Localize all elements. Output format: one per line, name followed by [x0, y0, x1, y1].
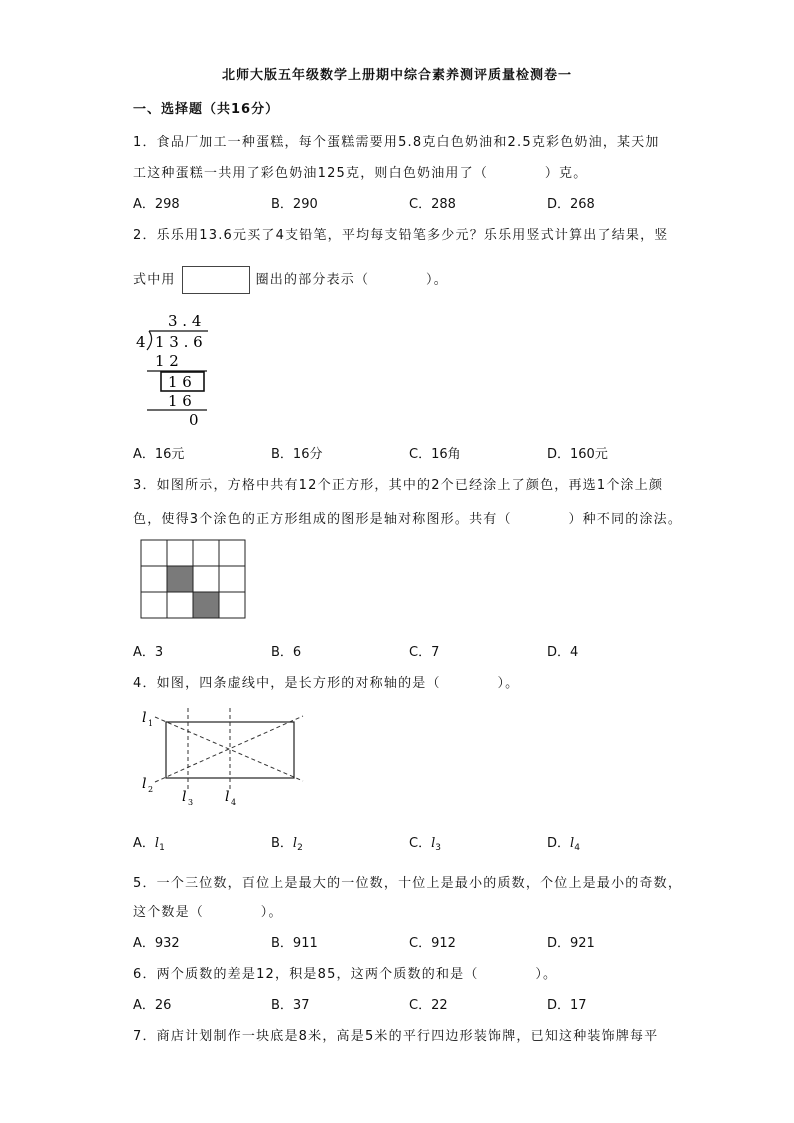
label-l1: l	[142, 710, 147, 726]
q4-option-a-prefix: A．	[133, 836, 155, 851]
q4-option-b-sub: 2	[297, 843, 303, 853]
label-l3-sub: 3	[188, 798, 194, 807]
q6-text-line1: 6．两个质数的差是12，积是85，这两个质数的和是（ ）。	[133, 967, 558, 982]
label-l2-sub: 2	[148, 785, 154, 794]
section-heading: 一、选择题（共16分）	[133, 102, 280, 117]
division-divisor: 4	[136, 333, 146, 351]
q2-option-c[interactable]: C．16角	[409, 447, 461, 462]
q4-option-a-letter: l	[154, 836, 160, 851]
q3-option-b[interactable]: B．6	[271, 645, 302, 660]
q3-option-a[interactable]: A．3	[133, 645, 164, 660]
q4-option-d-prefix: D．	[547, 836, 571, 851]
q4-text-line1: 4．如图，四条虚线中，是长方形的对称轴的是（ ）。	[133, 676, 520, 691]
q5-option-d[interactable]: D．921	[547, 936, 595, 951]
q5-option-a[interactable]: A．932	[133, 936, 180, 951]
q6-option-d[interactable]: D．17	[547, 998, 587, 1013]
q4-option-c-sub: 3	[435, 843, 441, 853]
q2-option-a[interactable]: A．16元	[133, 447, 185, 462]
q1-text-line2: 工这种蛋糕一共用了彩色奶油125克，则白色奶油用了（ ）克。	[133, 166, 588, 181]
long-division-figure	[133, 310, 223, 430]
grid-cell-filled[interactable]	[167, 566, 193, 592]
q5-option-c[interactable]: C．912	[409, 936, 456, 951]
q4-option-d[interactable]	[547, 832, 580, 853]
dashed-line-l1	[155, 717, 303, 781]
q1-option-a[interactable]: A．298	[133, 197, 180, 212]
page-title: 北师大版五年级数学上册期中综合素养测评质量检测卷一	[221, 68, 572, 83]
q6-option-c[interactable]: C．22	[409, 998, 448, 1013]
division-quotient: 3 . 4	[168, 312, 202, 330]
division-step1: 1 2	[155, 352, 179, 370]
q1-option-c[interactable]: C．288	[409, 197, 456, 212]
grid-cell[interactable]	[141, 592, 167, 618]
q2-option-d[interactable]: D．160元	[547, 447, 608, 462]
q5-text-line1: 5．一个三位数，百位上是最大的一位数，十位上是最小的质数，个位上是最小的奇数，	[133, 876, 683, 891]
grid-cell[interactable]	[193, 540, 219, 566]
q6-option-a[interactable]: A．26	[133, 998, 172, 1013]
q4-option-a-sub: 1	[159, 843, 165, 853]
q2-text-line2-a: 式中用	[133, 272, 176, 288]
division-step3: 1 6	[168, 392, 192, 410]
q3-text-line1: 3．如图所示，方格中共有12个正方形，其中的2个已经涂上了颜色，再选1个涂上颜	[133, 478, 664, 493]
circled-box-marker	[182, 266, 250, 294]
division-step2: 1 6	[168, 373, 192, 391]
grid-cell[interactable]	[141, 540, 167, 566]
q2-text-line2-b: 圈出的部分表示（ ）。	[255, 272, 448, 288]
division-remainder: 0	[189, 411, 199, 429]
q6-option-b[interactable]: B．37	[271, 998, 310, 1013]
q7-text-line1: 7．商店计划制作一块底是8米，高是5米的平行四边形装饰牌，已知这种装饰牌每平	[133, 1029, 659, 1044]
grid-cell-filled[interactable]	[193, 592, 219, 618]
q4-option-b-letter: l	[292, 836, 298, 851]
grid-cell[interactable]	[167, 592, 193, 618]
grid-cell[interactable]	[219, 592, 245, 618]
q5-text-line2: 这个数是（ ）。	[133, 905, 283, 920]
q4-option-c-letter: l	[431, 836, 436, 851]
division-dividend: 1 3 . 6	[155, 333, 203, 351]
q3-option-c[interactable]: C．7	[409, 645, 440, 660]
label-l2: l	[142, 776, 147, 792]
q2-text-line2	[133, 266, 448, 294]
rectangle-axes-figure	[133, 700, 313, 810]
q4-option-c[interactable]	[409, 832, 441, 853]
q4-option-c-prefix: C．	[409, 836, 432, 851]
q2-text-line1: 2．乐乐用13.6元买了4支铅笔，平均每支铅笔多少元？乐乐用竖式计算出了结果，竖	[133, 228, 669, 243]
grid-cell[interactable]	[141, 566, 167, 592]
q4-option-d-sub: 4	[574, 843, 580, 853]
square-grid-figure	[140, 539, 250, 623]
grid-cell[interactable]	[193, 566, 219, 592]
q3-text-line2: 色，使得3个涂色的正方形组成的图形是轴对称图形。共有（ ）种不同的涂法。	[133, 512, 683, 527]
q1-option-b[interactable]: B．290	[271, 197, 318, 212]
grid-cell[interactable]	[219, 540, 245, 566]
q4-option-d-letter: l	[570, 836, 575, 851]
q4-option-b-prefix: B．	[271, 836, 293, 851]
q4-option-b[interactable]	[271, 832, 303, 853]
q5-option-b[interactable]: B．911	[271, 936, 318, 951]
label-l4: l	[225, 789, 230, 805]
q4-option-a[interactable]	[133, 832, 165, 853]
grid-cell[interactable]	[219, 566, 245, 592]
q3-option-d[interactable]: D．4	[547, 645, 579, 660]
grid-cell[interactable]	[167, 540, 193, 566]
label-l4-sub: 4	[231, 798, 237, 807]
q1-text-line1: 1．食品厂加工一种蛋糕，每个蛋糕需要用5.8克白色奶油和2.5克彩色奶油，某天加	[133, 135, 660, 150]
q2-option-b[interactable]: B．16分	[271, 447, 323, 462]
q1-option-d[interactable]: D．268	[547, 197, 595, 212]
label-l1-sub: 1	[148, 719, 154, 728]
label-l3: l	[182, 789, 187, 805]
